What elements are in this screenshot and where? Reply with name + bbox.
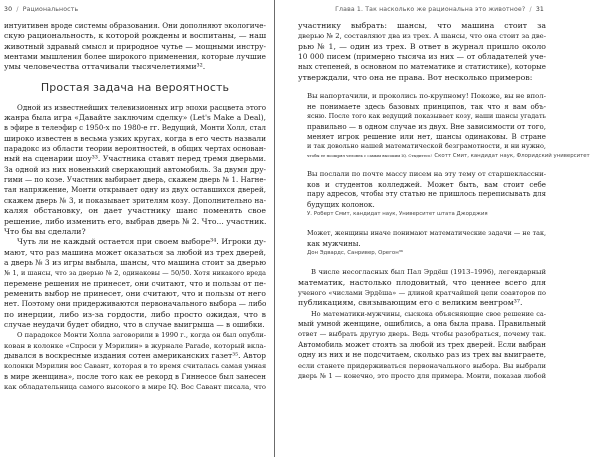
running-title-left: Рациональность xyxy=(22,6,79,13)
left-text-block xyxy=(4,21,266,392)
text-line: животный здравый смысл и природное чутье — мощными инстру- xyxy=(4,41,266,51)
text-line: ных степеней, в основном по математике и статистике), которые xyxy=(298,62,546,72)
text-line: как обладательница самого высокого в мире IQ. Вос Савант писала, что xyxy=(4,383,266,391)
text-line: Одной из известнейших телевизионных игр эпохи расцвета этого xyxy=(17,102,266,112)
text-line: публикациям, связывающим его с великим венгром³⁷. xyxy=(298,298,523,308)
text-line: мают, что раз машина может оказаться за любой из трех дверей, xyxy=(4,247,266,257)
quote-line: пару адресов, чтобы эту статью не пришлось переписывать для xyxy=(307,190,546,199)
paragraph-game-show xyxy=(4,103,266,237)
running-header-left xyxy=(4,6,78,13)
text-line: Но математики-мужчины, сыскока объясняющие свое решение са- xyxy=(311,309,546,318)
text-line: мый умной женщине, ошиблись, а она была права. Правильный xyxy=(298,319,546,329)
text-line: гими — по козе. Участник выбирает дверь, скажем дверь № 1. Нагне- xyxy=(4,175,266,185)
text-line: № 1, и шансы, что за дверью № 2, одинаковы — 50/50. Хотя никакого вреда xyxy=(4,269,266,278)
text-line: тая напряжение, Монти открывает одну из двух оставшихся дверей, xyxy=(4,185,266,195)
intro-paragraph xyxy=(4,21,266,73)
text-line: дверь № 1 — конечно, это просто для примера. Монти, показав любой xyxy=(298,371,546,380)
quote-line xyxy=(307,151,590,161)
text-line: В числе несогласных был Пал Эрдёш (1913–1996), легендарный xyxy=(311,268,546,277)
text-line: интуитивен вроде системы образования. Они дополняют экологиче- xyxy=(4,21,266,30)
page-number-right: 31 xyxy=(535,6,544,13)
text-line: ученого «числами Эрдёша» — длиной кратчайшей цепи соавторов по xyxy=(298,289,546,298)
text-line: по инерции, либо из-за гордости, либо просто ожидая, что в xyxy=(4,309,266,319)
letter-quote-1 xyxy=(307,92,590,161)
quote-line: ков и студентов колледжей. Может быть, вам стоит себе xyxy=(307,180,546,190)
text-line: математик, настолько плодовитый, что ценнее всего для xyxy=(298,277,546,287)
header-separator-left: / xyxy=(16,6,19,13)
header-separator-right: / xyxy=(529,6,532,13)
left-page xyxy=(0,0,275,457)
right-text-block xyxy=(298,21,590,381)
quote-line: будущих колонок. xyxy=(307,199,375,209)
letter-quote-3 xyxy=(307,229,546,259)
paragraph-savant-answer xyxy=(298,21,546,83)
quote-line: меняет игрок решение или нет, шансы одинаковы. В стране xyxy=(307,131,546,141)
quote-line: и так довольно нашей математической безграмотности, и ни нужно, xyxy=(307,141,546,150)
quote-line-text: чтобы ее поощрял человек с самым высоким IQ. Стыдитесь! xyxy=(307,153,432,159)
paragraph-parade-column xyxy=(4,330,266,392)
text-line: скую рациональность, к которой рождены и воспитаны, — наш xyxy=(4,31,267,41)
right-page xyxy=(275,0,590,457)
text-line: участнику выбрать: шансы, что машина стоит за xyxy=(298,21,546,30)
text-line: решение, либо изменить его, выбрав дверь № 2. Что... участник. xyxy=(4,216,267,226)
text-line: Чуть ли не каждый остается при своем выборе³⁴. Игроки ду- xyxy=(17,237,266,247)
quote-line: Может, женщины иначе понимают математические задачи — не так, xyxy=(307,228,546,237)
text-line: ный на сценарии шоу³³. Участника ставят перед тремя дверьми. xyxy=(4,154,266,164)
text-line: утверждали, что она не права. Вот несколько примеров: xyxy=(298,72,533,82)
text-line: рью № 1, — один из трех. В ответ в журнал пришло около xyxy=(298,41,546,51)
quote-line: Вы напортачили, и проколись по-крупному! Покоже, вы не впол- xyxy=(307,92,546,101)
letter-quote-2 xyxy=(307,170,546,219)
text-line: в мире женщина», после того как ее рекорд в Гиннессе был занесен xyxy=(4,371,266,381)
text-line: кован в колонке «Спроси у Мэрилин» в журнале Parade, который вкла- xyxy=(4,341,266,350)
text-line: дывался в воскресные издания сотен американских газет³⁵. Автор xyxy=(4,350,266,360)
text-line: в эфире в телеэфир с 1950-х по 1980-е гг. Ведущий, Монти Холл, стал xyxy=(4,124,266,133)
quote-line: Вы послали по почте массу писем на эту тему от старшеклассни- xyxy=(307,170,546,179)
text-line: Автомобиль может стоять за любой из трех дверей. Если выбран xyxy=(298,339,546,349)
quote-signature: Дон Эдвардс, Санривер, Орегон³⁶ xyxy=(307,249,404,256)
text-line: умы человечества оттачивали тысячелетиями³². xyxy=(4,62,206,72)
text-line: Что бы вы сделали? xyxy=(4,226,86,236)
text-line: парадокс из области теории вероятностей, в общих чертах основан- xyxy=(4,144,266,154)
text-line: 10 000 писем (примерно тысяча из них — от обладателей уче- xyxy=(298,52,546,62)
text-line: скажем дверь № 3, и показывает зрителям козу. Дополнительно на- xyxy=(4,195,266,205)
paragraph-correct-answer xyxy=(298,309,546,381)
chapter-title: Глава 1. Так насколько же рациональна это животное? xyxy=(335,6,526,13)
text-line: а дверь № 3 из игры выбыла, шансы, что машина стоит за дверью xyxy=(4,257,266,267)
text-line: каляя обстановку, он дает участнику шанс поменять свое xyxy=(4,206,266,216)
text-line: ментами мышления более широкого применения, которые лучшие xyxy=(4,52,266,62)
quote-line: не понимаете здесь базовых принципов, так что я вам объ- xyxy=(307,101,546,111)
running-header-right xyxy=(335,6,544,13)
quote-signature: У. Роберт Смит, кандидат наук, Университет штата Джорджия xyxy=(307,210,488,217)
text-line: ременить выбор не принесет, они считают, что и пользы от него xyxy=(4,288,266,298)
text-line: случае неудачи будет обидно, что в случае выигрыша — в ошибки. xyxy=(4,319,265,329)
text-line: колонки Мэрилин вос Савант, которая в то время считалась самая умная xyxy=(4,362,267,371)
quote-line: правильно — в одном случае из двух. Вне зависимости от того, xyxy=(307,121,546,131)
text-line: дверью № 2, составляют два из трех. А шансы, что она стоит за две- xyxy=(298,32,546,41)
text-line: О парадоксе Монти Холла заговорили в 1990 г., когда он был опубли- xyxy=(17,331,266,340)
text-line: если станете придерживаться первоначального выбора. Вы выбрали xyxy=(298,361,546,370)
text-line: одну из них и не подсчитаем, сколько раз из трех вы выиграете, xyxy=(298,350,546,360)
page-number-left: 30 xyxy=(4,6,13,13)
section-heading: Простая задача на вероятность xyxy=(40,80,230,94)
paragraph-players-stick xyxy=(4,237,266,330)
quote-line: ясню. После того как ведущий показывает козу, наши шансы угадать xyxy=(307,111,546,120)
text-line: нет. Поэтому они придерживаются первоначального выбора — либо xyxy=(4,299,267,309)
text-line: ответ — выбрать другую дверь. Ведь чтобы разобраться, почему так. xyxy=(298,330,546,339)
quote-line: как мужчины. xyxy=(307,238,361,248)
paragraph-erdos xyxy=(298,267,546,308)
text-line: широко известен в весьма узких кругах, когда в его честь назвали xyxy=(4,133,266,143)
text-line: перемене решения не принесет, они считают, что и пользы от пе- xyxy=(4,278,266,288)
quote-signature: Скотт Смит, кандидат наук, Флоридский университет xyxy=(434,153,590,160)
text-line: жанра была игра «Давайте заключим сделку» (Let's Make a Deal), xyxy=(4,113,266,123)
text-line: За одной из них новенький сверкающий автомобиль. За двумя дру- xyxy=(4,164,266,174)
